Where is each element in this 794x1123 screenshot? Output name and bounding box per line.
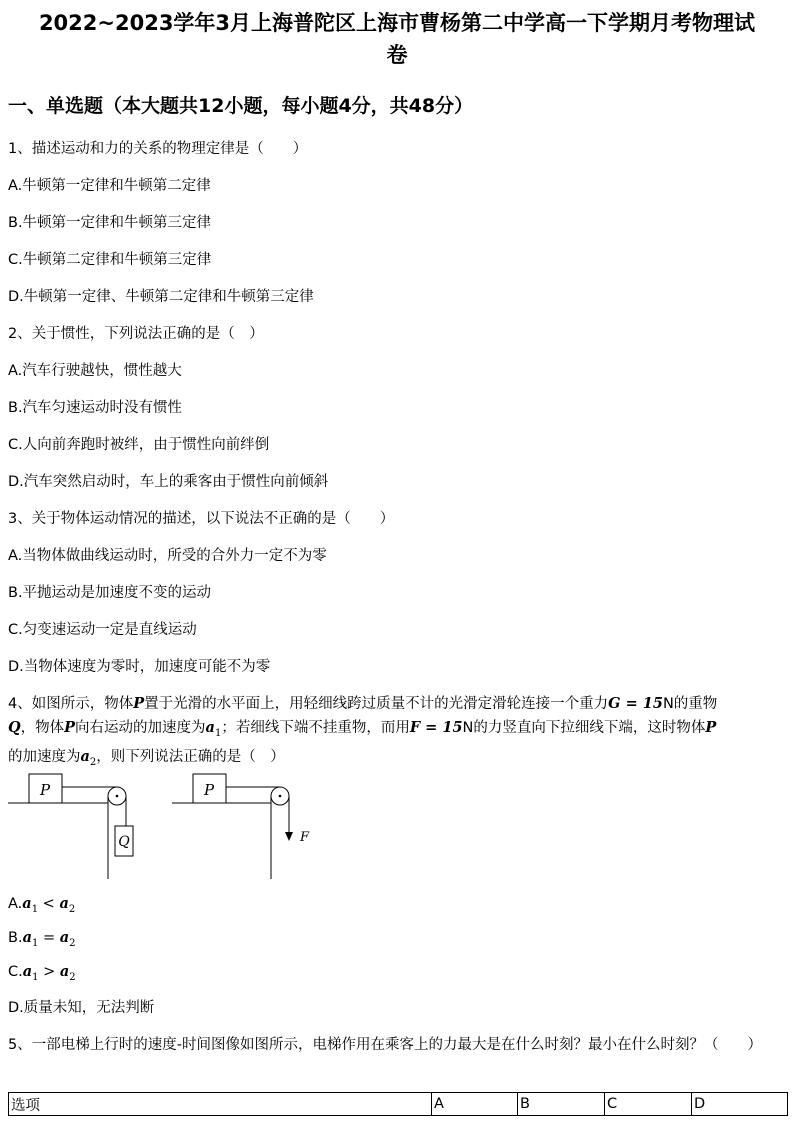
q4-option-c[interactable]: $C.a_1 > a_2$ <box>8 963 76 983</box>
q2-option-c[interactable]: C.人向前奔跑时被绊，由于惯性向前绊倒 <box>8 437 270 453</box>
q3-stem: 3、关于物体运动情况的描述，以下说法不正确的是（ ） <box>8 511 395 527</box>
option-cell-c[interactable]: C <box>605 1093 692 1116</box>
q1-option-b[interactable]: B.牛顿第一定律和牛顿第三定律 <box>8 215 212 231</box>
q3-option-a[interactable]: A.当物体做曲线运动时，所受的合外力一定不为零 <box>8 548 327 564</box>
force-arrow-icon <box>285 832 293 841</box>
q5-stem: 5、一部电梯上行时的速度-时间图像如图所示，电梯作用在乘客上的力最大是在什么时刻？最小在什么时刻？（ ） <box>8 1037 762 1053</box>
q2-stem: 2、关于惯性，下列说法正确的是（ ） <box>8 326 264 342</box>
q3-option-d[interactable]: D.当物体速度为零时，加速度可能不为零 <box>8 659 271 675</box>
q1-option-a[interactable]: A.牛顿第一定律和牛顿第二定律 <box>8 178 211 194</box>
table-row <box>9 1093 788 1116</box>
pulley-diagram-with-weight <box>8 774 133 879</box>
q1-option-c[interactable]: C.牛顿第二定律和牛顿第三定律 <box>8 252 212 268</box>
exam-title-line1: 2022~2023学年3月上海普陀区上海市曹杨第二中学高一下学期月考物理试 <box>38 11 756 35</box>
q2-option-a[interactable]: A.汽车行驶越快，惯性越大 <box>8 363 182 379</box>
force-f-label: F <box>300 830 310 845</box>
exam-title-line2: 卷 <box>386 43 408 67</box>
pulley-diagram-with-force <box>172 774 310 879</box>
block-p-label-right: P <box>203 781 215 799</box>
q4-pulley-figure <box>0 762 330 882</box>
q4-option-b[interactable]: $B.a_1 = a_2$ <box>8 929 76 949</box>
option-cell-a[interactable]: A <box>432 1093 518 1116</box>
q2-option-d[interactable]: D.汽车突然启动时，车上的乘客由于惯性向前倾斜 <box>8 474 329 490</box>
option-cell-b[interactable]: B <box>518 1093 605 1116</box>
q1-stem: 1、描述运动和力的关系的物理定律是（ ） <box>8 141 308 157</box>
q3-option-c[interactable]: C.匀变速运动一定是直线运动 <box>8 622 197 638</box>
block-p-label-left: P <box>39 781 51 799</box>
q4-option-d[interactable]: D.质量未知，无法判断 <box>8 1000 155 1016</box>
q4-stem: 4、如图所示，物体P置于光滑的水平面上，用轻细线跨过质量不计的光滑定滑轮连接一个重力G = 15N的重物 Q，物体P向右运动的加速度为$a_1$；若细线下端不挂重物，而用F = 15N的力竖直向下拉细线下端，这时物体P 的加速度为$a_2$，则下列说法正确的是（ ） <box>8 695 718 768</box>
weight-q-label: Q <box>118 834 130 850</box>
section-heading: 一、单选题（本大题共12小题，每小题4分，共48分） <box>8 95 474 117</box>
q5-option-table <box>8 1092 788 1116</box>
q3-option-b[interactable]: B.平抛运动是加速度不变的运动 <box>8 585 212 601</box>
option-cell-d[interactable]: D <box>692 1093 788 1116</box>
q2-option-b[interactable]: B.汽车匀速运动时没有惯性 <box>8 400 183 416</box>
q1-option-d[interactable]: D.牛顿第一定律、牛顿第二定律和牛顿第三定律 <box>8 289 314 305</box>
q4-option-a[interactable]: $A.a_1 < a_2$ <box>8 895 76 915</box>
option-header-cell: 选项 <box>9 1093 432 1116</box>
